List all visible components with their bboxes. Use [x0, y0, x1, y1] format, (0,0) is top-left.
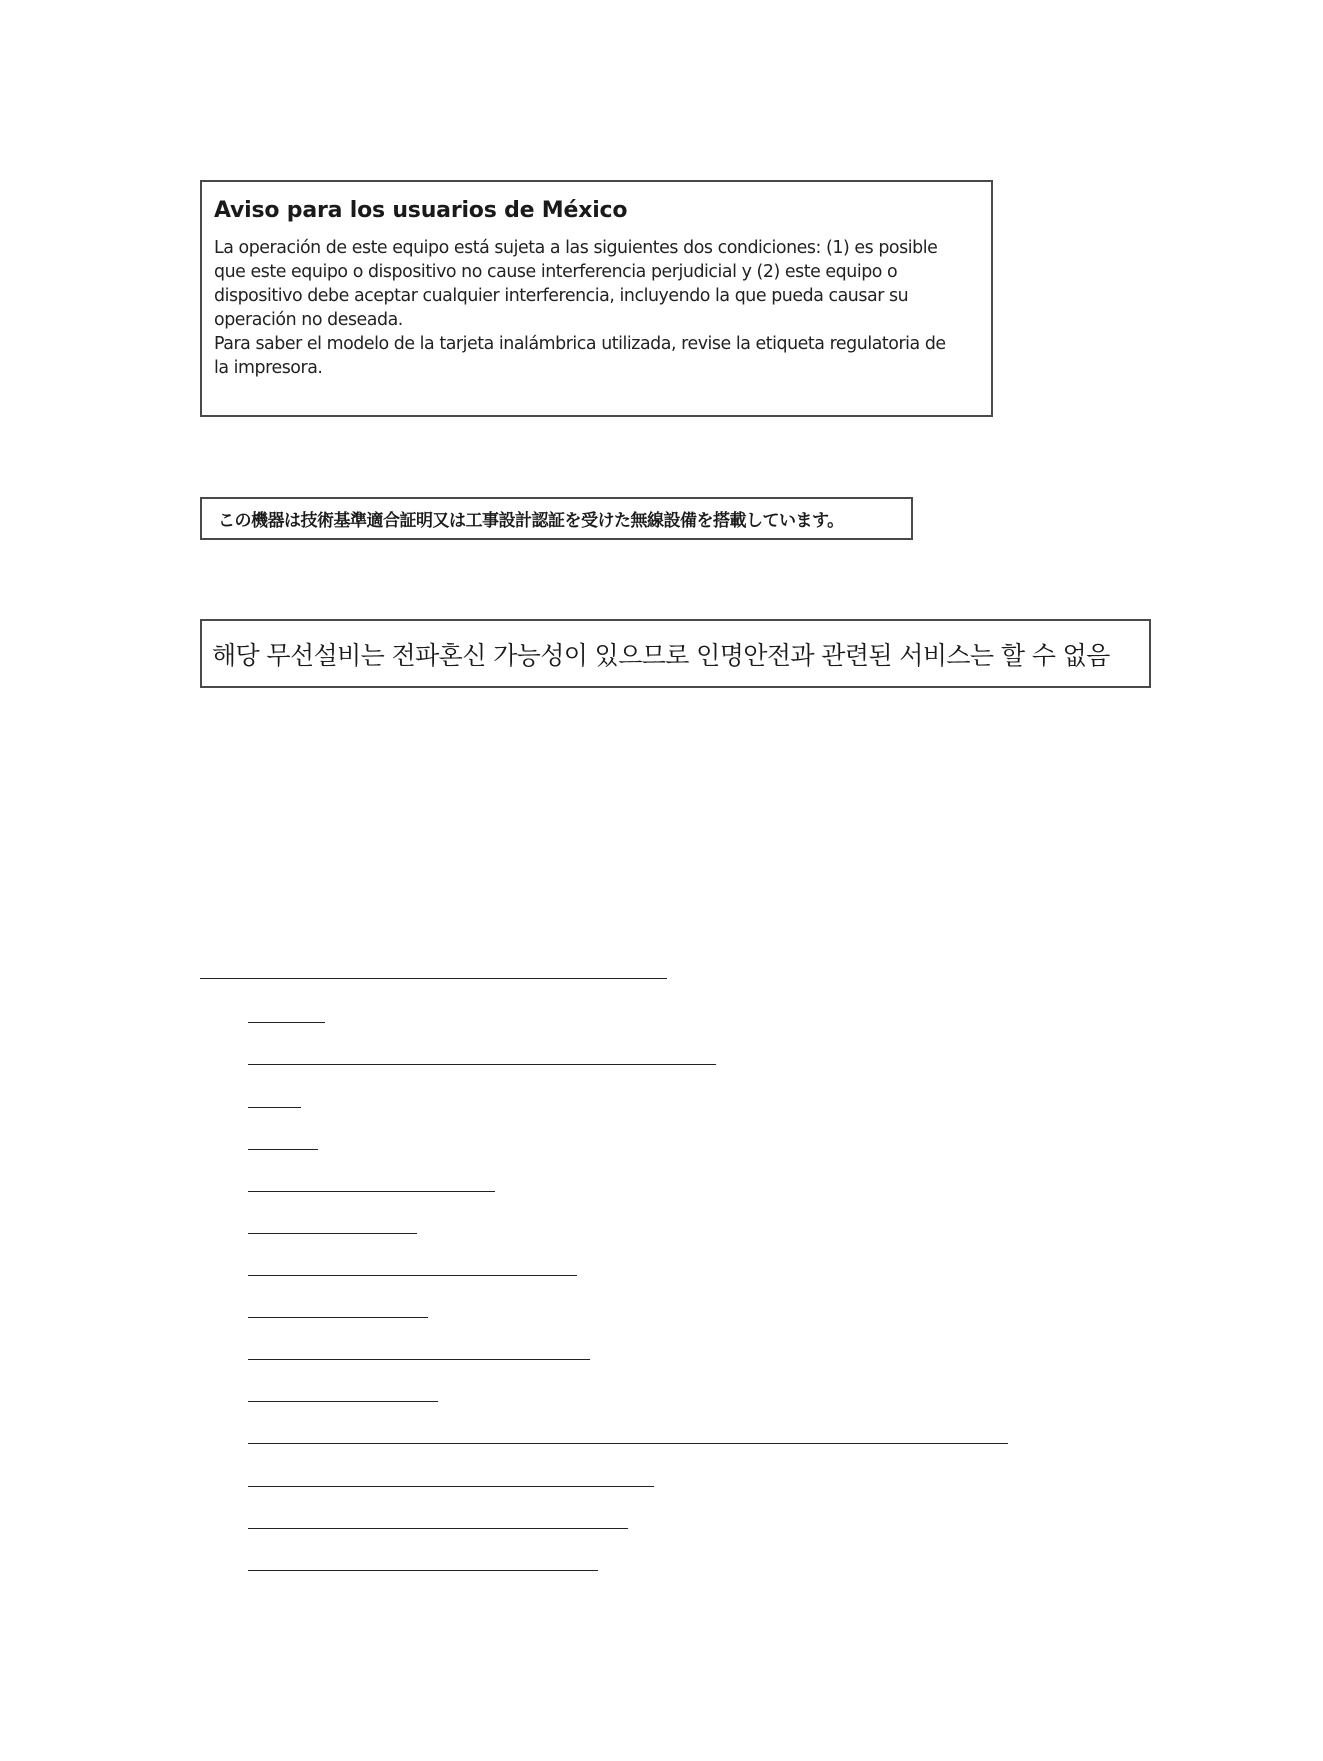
- mexico-notice-line: La operación de este equipo está sujeta a las siguientes dos condiciones: (1) es posible: [214, 238, 938, 258]
- toc-link-rule[interactable]: [248, 1528, 628, 1529]
- toc-link-rule[interactable]: [248, 1149, 318, 1150]
- toc-link-rule[interactable]: [248, 1064, 716, 1065]
- mexico-notice-title: Aviso para los usuarios de México: [214, 198, 628, 223]
- mexico-notice-line: dispositivo debe aceptar cualquier interferencia, incluyendo la que pueda causar su: [214, 286, 909, 306]
- toc-link-rule[interactable]: [248, 1233, 417, 1234]
- mexico-notice-line: Para saber el modelo de la tarjeta inalámbrica utilizada, revise la etiqueta regulatoria de: [214, 334, 946, 354]
- toc-link-rule[interactable]: [248, 1275, 577, 1276]
- mexico-notice-line: que este equipo o dispositivo no cause interferencia perjudicial y (2) este equipo o: [214, 262, 898, 282]
- toc-link-rule[interactable]: [248, 1107, 301, 1108]
- korea-notice-text: 해당 무선설비는 전파혼신 가능성이 있으므로 인명안전과 관련된 서비스는 할 수 없음: [212, 640, 1110, 670]
- korea-notice-box: [200, 619, 1151, 688]
- japan-notice-box: [200, 497, 913, 540]
- toc-link-rule[interactable]: [248, 1191, 495, 1192]
- toc-link-rule[interactable]: [248, 1401, 438, 1402]
- mexico-notice-body: [214, 236, 979, 380]
- mexico-notice-box: [200, 180, 993, 417]
- toc-link-rule[interactable]: [248, 1486, 654, 1487]
- mexico-notice-line: operación no deseada.: [214, 310, 403, 330]
- toc-link-rule[interactable]: [248, 1022, 325, 1023]
- toc-link-rule[interactable]: [248, 1443, 1008, 1444]
- japan-notice-text: この機器は技術基準適合証明又は工事設計認証を受けた無線設備を搭載しています。: [218, 511, 844, 531]
- mexico-notice-line: la impresora.: [214, 358, 323, 378]
- toc-link-rule[interactable]: [248, 1317, 428, 1318]
- toc-link-rule[interactable]: [248, 1359, 590, 1360]
- toc-heading-rule[interactable]: [200, 978, 667, 979]
- toc-link-rule[interactable]: [248, 1570, 598, 1571]
